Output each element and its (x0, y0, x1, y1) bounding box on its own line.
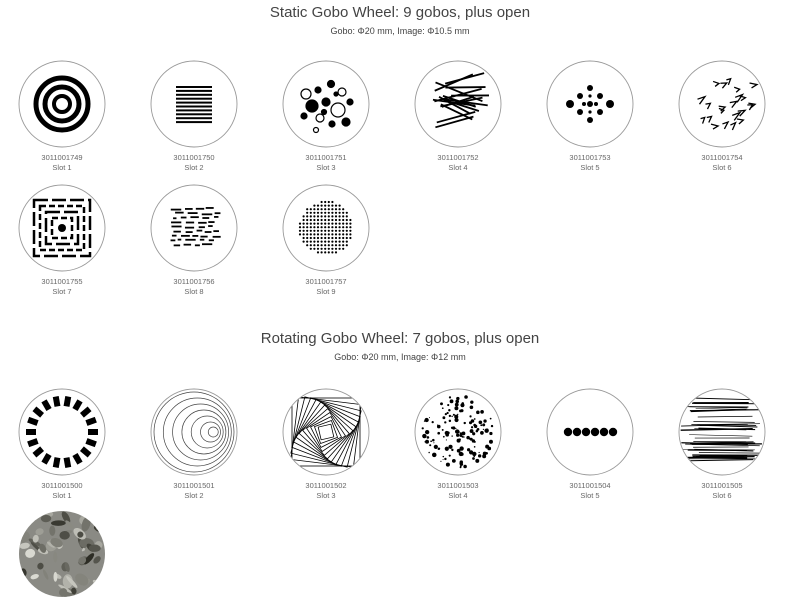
dot-row-gobo-icon (545, 387, 635, 477)
gobo-slot-label: Slot 6 (712, 491, 732, 500)
gobo-slot-label: Slot 2 (184, 491, 204, 500)
gobo-part-number: 3011001749 (41, 153, 83, 162)
static-gobo-6[interactable] (672, 59, 772, 172)
rotating-gobo-7[interactable] (12, 509, 112, 599)
static-wheel-title: Static Gobo Wheel: 9 gobos, plus open (269, 4, 531, 21)
breakup-strokes-gobo-icon (149, 183, 239, 273)
offset-circles-gobo-icon (149, 387, 239, 477)
glass-texture-gobo-icon (17, 509, 107, 599)
gobo-part-number: 3011001757 (305, 277, 347, 286)
rotating-gobo-1[interactable] (12, 387, 112, 500)
scratch-lines-gobo-icon (677, 387, 767, 477)
gobo-slot-label: Slot 1 (52, 163, 72, 172)
gobo-part-number: 3011001750 (173, 153, 215, 162)
gobo-slot-label: Slot 4 (448, 491, 468, 500)
segment-ring-gobo-icon (17, 387, 107, 477)
gobo-slot-label: Slot 9 (316, 287, 336, 296)
static-wheel-subtitle: Gobo: Φ20 mm, Image: Φ10.5 mm (330, 26, 470, 36)
rotating-wheel-subtitle: Gobo: Φ20 mm, Image: Φ12 mm (334, 352, 466, 362)
static-gobo-1[interactable] (12, 59, 112, 172)
dot-grid-gobo-icon (281, 183, 371, 273)
dot-flower-gobo-icon (545, 59, 635, 149)
rotating-gobo-5[interactable] (540, 387, 640, 500)
static-gobo-2[interactable] (144, 59, 244, 172)
gobo-slot-label: Slot 4 (448, 163, 468, 172)
gobo-slot-label: Slot 2 (184, 163, 204, 172)
gobo-part-number: 3011001753 (569, 153, 611, 162)
gobo-slot-label: Slot 7 (52, 287, 72, 296)
static-gobo-4[interactable] (408, 59, 508, 172)
gobo-slot-label: Slot 5 (580, 163, 600, 172)
concentric-rings-gobo-icon (17, 59, 107, 149)
static-gobo-7[interactable] (12, 183, 112, 296)
gobo-part-number: 3011001752 (437, 153, 479, 162)
gobo-slot-label: Slot 3 (316, 491, 336, 500)
gobo-slot-label: Slot 3 (316, 163, 336, 172)
gobo-part-number: 3011001751 (305, 153, 347, 162)
rotating-gobo-4[interactable] (408, 387, 508, 500)
gobo-slot-label: Slot 1 (52, 491, 72, 500)
rotating-gobo-2[interactable] (144, 387, 244, 500)
gobo-part-number: 3011001504 (569, 481, 611, 490)
static-gobo-8[interactable] (144, 183, 244, 296)
gobo-part-number: 3011001502 (305, 481, 347, 490)
scattered-fragments-gobo-icon (677, 59, 767, 149)
spiral-squares-gobo-icon (281, 387, 371, 477)
gobo-slot-label: Slot 8 (184, 287, 204, 296)
gobo-slot-label: Slot 5 (580, 491, 600, 500)
gobo-part-number: 3011001754 (701, 153, 743, 162)
horizontal-lines-gobo-icon (149, 59, 239, 149)
gobo-slot-label: Slot 6 (712, 163, 732, 172)
rotating-gobo-6[interactable] (672, 387, 772, 500)
tunnel-squares-gobo-icon (17, 183, 107, 273)
crosshatch-sticks-gobo-icon (413, 59, 503, 149)
bubbles-gobo-icon (281, 59, 371, 149)
gobo-part-number: 3011001500 (41, 481, 83, 490)
gobo-part-number: 3011001755 (41, 277, 83, 286)
rotating-gobo-3[interactable] (276, 387, 376, 500)
gobo-part-number: 3011001756 (173, 277, 215, 286)
dot-cloud-gobo-icon (413, 387, 503, 477)
static-gobo-9[interactable] (276, 183, 376, 296)
static-gobo-3[interactable] (276, 59, 376, 172)
gobo-part-number: 3011001505 (701, 481, 743, 490)
static-gobo-5[interactable] (540, 59, 640, 172)
gobo-part-number: 3011001503 (437, 481, 479, 490)
gobo-part-number: 3011001501 (173, 481, 215, 490)
rotating-wheel-title: Rotating Gobo Wheel: 7 gobos, plus open (260, 330, 540, 347)
